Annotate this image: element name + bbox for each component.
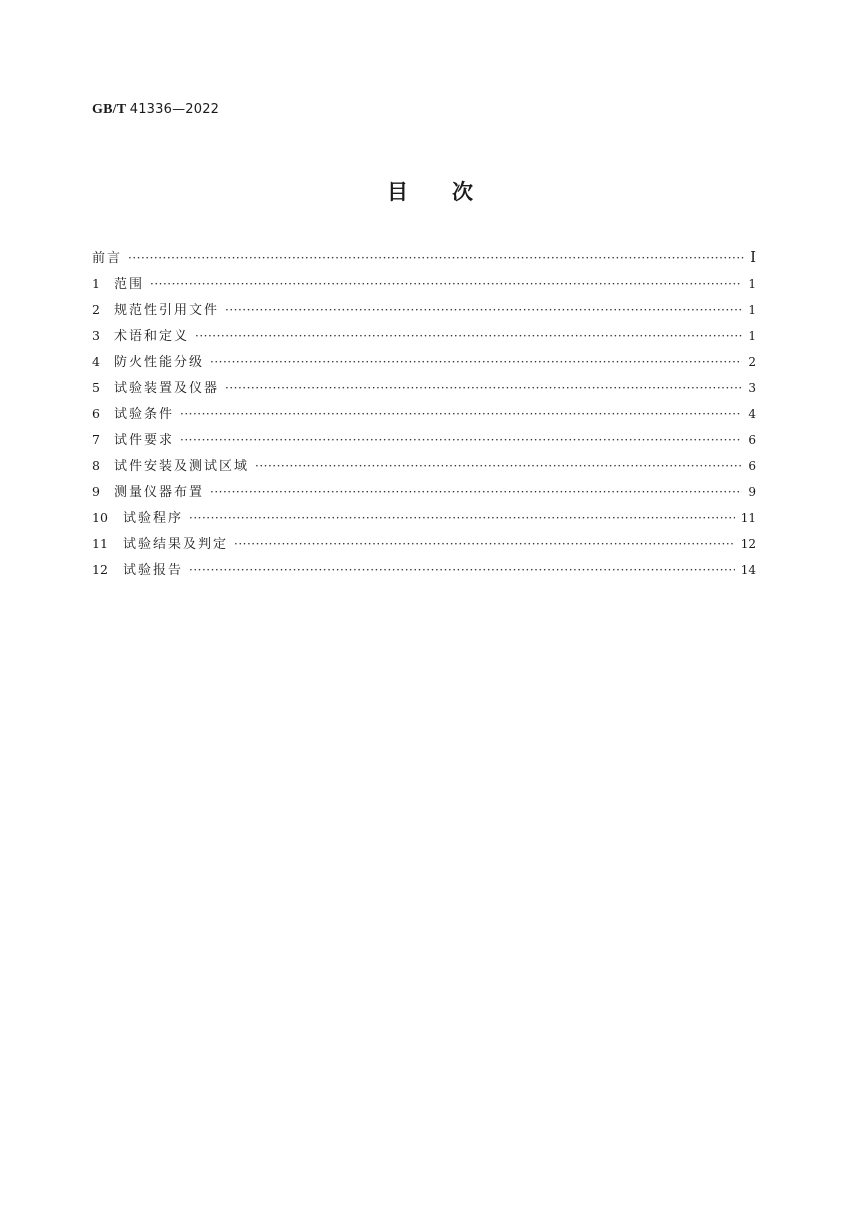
toc-entry-label: 术语和定义 — [114, 329, 190, 344]
toc-entry-page: 4 — [748, 407, 756, 421]
dot-leader — [210, 355, 742, 369]
dot-leader — [255, 459, 742, 473]
dot-leader — [189, 511, 735, 525]
toc-entry-page: 6 — [748, 459, 756, 473]
toc-title-char-2: 次 — [452, 180, 473, 204]
toc-entry-page: 6 — [748, 433, 756, 447]
toc-entry-number: 12 — [92, 562, 108, 577]
toc-entry-3[interactable] — [92, 325, 756, 351]
toc-entry-page: 9 — [748, 485, 756, 499]
toc-entry-label: 试验程序 — [123, 511, 184, 526]
toc-entry-label: 试验结果及判定 — [123, 537, 229, 552]
dot-leader — [195, 329, 742, 343]
dot-leader — [225, 303, 742, 317]
toc-entry-1[interactable] — [92, 273, 756, 299]
dot-leader — [128, 251, 744, 265]
toc-entry-5[interactable] — [92, 377, 756, 403]
toc-entry-number: 3 — [92, 328, 100, 343]
toc-entry-number: 9 — [92, 484, 100, 499]
standard-code — [92, 102, 219, 118]
toc-entry-page: 3 — [748, 381, 756, 395]
toc-entry-number: 2 — [92, 302, 100, 317]
dot-leader — [180, 433, 742, 447]
toc-title-char-1: 目 — [387, 180, 408, 204]
toc-entry-label: 试件要求 — [114, 433, 175, 448]
dot-leader — [210, 485, 742, 499]
toc-entry-page: 1 — [748, 329, 756, 343]
dot-leader — [225, 381, 742, 395]
toc-entry-page: 1 — [748, 277, 756, 291]
dot-leader — [189, 563, 735, 577]
toc-entry-page: 1 — [748, 303, 756, 317]
toc-entry-2[interactable] — [92, 299, 756, 325]
standard-number: 41336—2022 — [129, 102, 220, 117]
table-of-contents — [92, 247, 756, 585]
toc-title — [0, 176, 860, 206]
toc-entry-label: 试验条件 — [114, 407, 175, 422]
toc-entry-foreword[interactable] — [92, 247, 756, 273]
toc-entry-page: 14 — [740, 563, 756, 577]
toc-entry-page: 12 — [740, 537, 756, 551]
dot-leader — [150, 277, 742, 291]
toc-entry-6[interactable] — [92, 403, 756, 429]
toc-entry-number: 5 — [92, 380, 100, 395]
toc-entry-number: 4 — [92, 354, 100, 369]
standard-prefix: GB/T — [92, 102, 127, 117]
toc-entry-number: 8 — [92, 458, 100, 473]
toc-entry-page: 11 — [740, 511, 756, 525]
toc-entry-9[interactable] — [92, 481, 756, 507]
toc-entry-11[interactable] — [92, 533, 756, 559]
toc-entry-label: 测量仪器布置 — [114, 485, 205, 500]
toc-entry-number: 6 — [92, 406, 100, 421]
toc-entry-label: 前言 — [92, 251, 123, 266]
toc-entry-10[interactable] — [92, 507, 756, 533]
toc-entry-7[interactable] — [92, 429, 756, 455]
toc-entry-12[interactable] — [92, 559, 756, 585]
toc-entry-label: 范围 — [114, 277, 145, 292]
toc-entry-page: Ⅰ — [750, 248, 756, 266]
toc-entry-number: 7 — [92, 432, 100, 447]
toc-entry-label: 试验报告 — [123, 563, 184, 578]
toc-entry-label: 试件安装及测试区域 — [114, 459, 250, 474]
dot-leader — [234, 537, 735, 551]
toc-entry-number: 10 — [92, 510, 108, 525]
toc-entry-label: 规范性引用文件 — [114, 303, 220, 318]
toc-entry-label: 防火性能分级 — [114, 355, 205, 370]
toc-entry-8[interactable] — [92, 455, 756, 481]
toc-entry-4[interactable] — [92, 351, 756, 377]
toc-entry-number: 1 — [92, 276, 100, 291]
dot-leader — [180, 407, 742, 421]
toc-entry-number: 11 — [92, 536, 108, 551]
toc-entry-label: 试验装置及仪器 — [114, 381, 220, 396]
toc-entry-page: 2 — [748, 355, 756, 369]
